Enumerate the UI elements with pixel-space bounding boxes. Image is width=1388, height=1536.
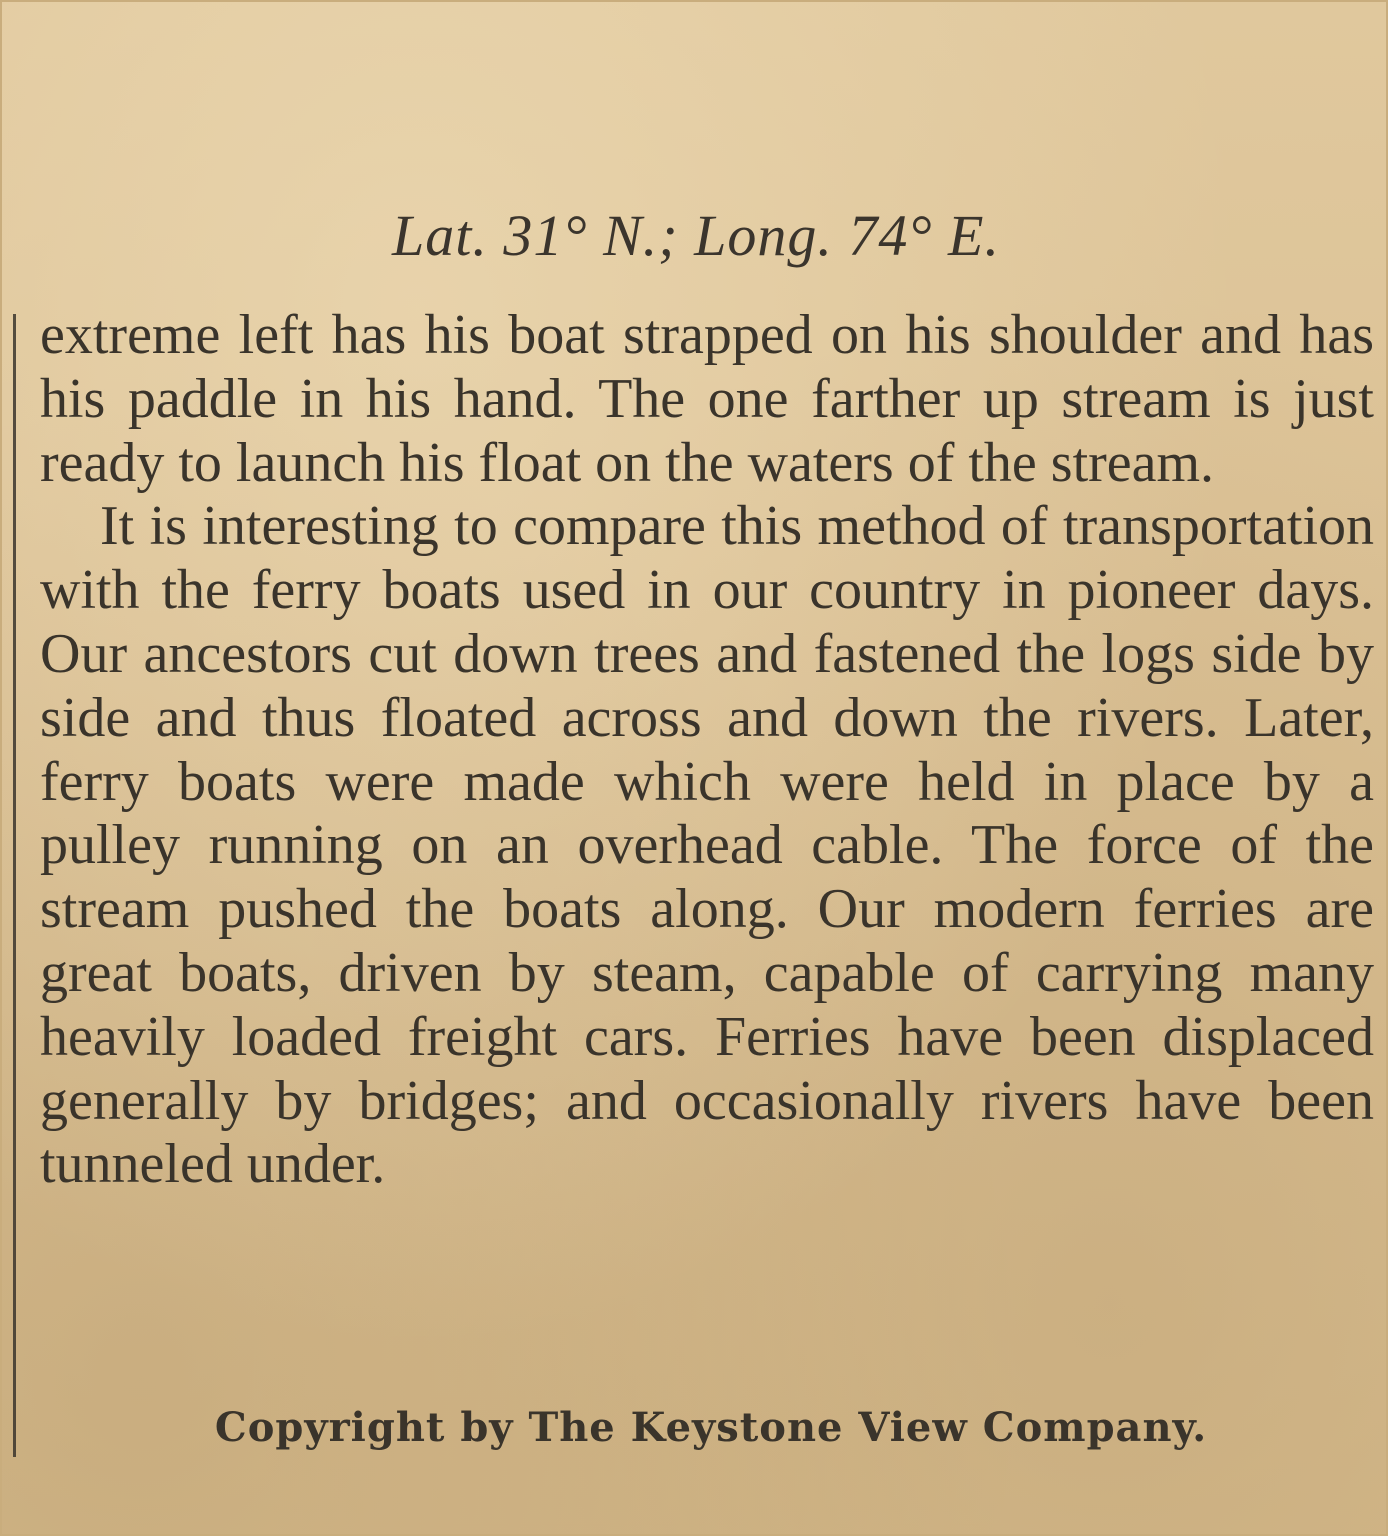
left-margin-rule [13,314,16,1457]
paragraph-2: It is interesting to compare this method of transportation with the ferry boats used in our country in pioneer days. Our ancestors cut down trees and fastened the logs side by side and thus floated across and down the rivers. Later, ferry boats were made which were held in place by a pulley running on an overhead cable. The force of the stream pushed the boats along. Our modern ferries are great boats, driven by steam, capable of carrying many heavily loaded freight cars. Ferries have been displaced generally by bridges; and occasionally rivers have been tunneled under. [40,495,1374,1196]
description-text [40,304,1374,1197]
copyright-line: Copyright by The Keystone View Company. [214,1404,1208,1451]
coordinates-heading: Lat. 31° N.; Long. 74° E. [392,203,1000,268]
paragraph-1: extreme left has his boat strapped on his shoulder and has his paddle in his hand. The one farther up stream is just ready to launch his float on the waters of the stream. [40,304,1374,494]
